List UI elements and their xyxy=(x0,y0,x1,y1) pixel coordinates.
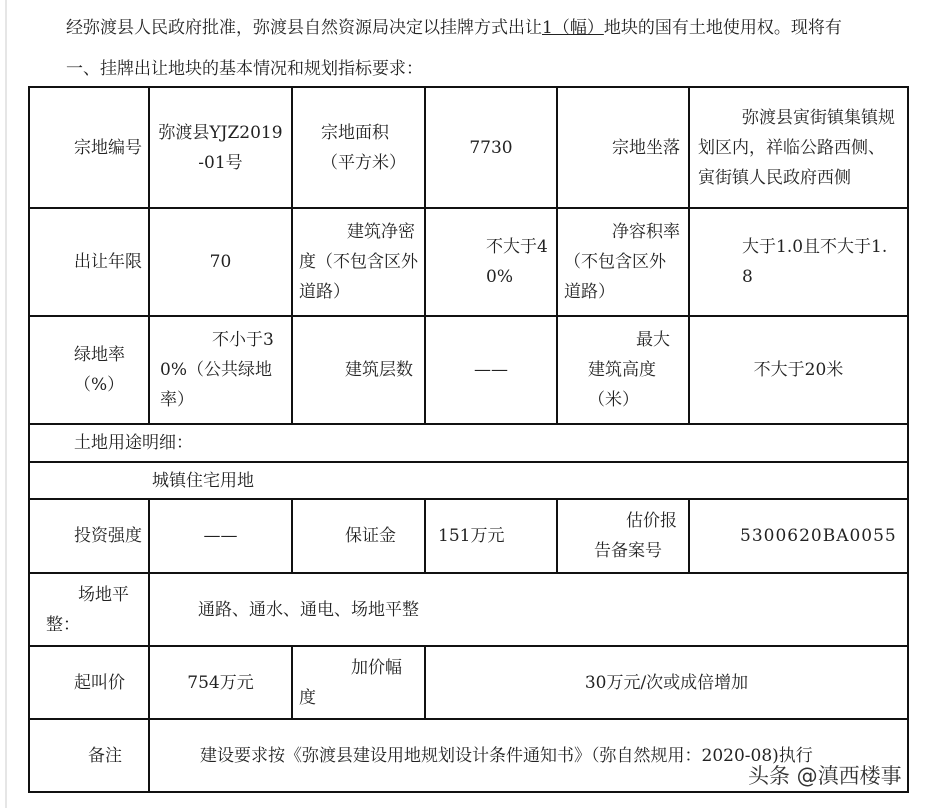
appraisal-label: 估价报告备案号 xyxy=(557,499,689,573)
density-label: 建筑净密度（不包含区外道路） xyxy=(292,208,425,316)
max-height-label: 最大建筑高度（米） xyxy=(557,316,689,424)
intro-underlined-count: 1（幅） xyxy=(542,18,604,38)
max-height-value: 不大于20米 xyxy=(689,316,908,424)
deposit-value: 151万元 xyxy=(425,499,557,573)
area-value: 7730 xyxy=(425,87,557,208)
location-label: 宗地坐落 xyxy=(557,87,689,208)
investment-value: —— xyxy=(149,499,292,573)
deposit-label: 保证金 xyxy=(292,499,425,573)
site-prep-value: 通路、通水、通电、场地平整 xyxy=(149,573,908,646)
green-ratio-label: 绿地率（%） xyxy=(29,316,149,424)
remarks-value: 建设要求按《弥渡县建设用地规划设计条件通知书》（弥自然规用：2020-08)执行 xyxy=(149,719,908,792)
floors-value: —— xyxy=(425,316,557,424)
density-value: 不大于40% xyxy=(425,208,557,316)
term-label: 出让年限 xyxy=(29,208,149,316)
investment-label: 投资强度 xyxy=(29,499,149,573)
start-price-value: 754万元 xyxy=(149,646,292,719)
parcel-no-value: 弥渡县YJZ2019-01号 xyxy=(149,87,292,208)
land-use-label: 土地用途明细： xyxy=(29,424,908,462)
table-row-indicators xyxy=(29,208,908,316)
start-price-label: 起叫价 xyxy=(29,646,149,719)
parcel-no-label: 宗地编号 xyxy=(29,87,149,208)
area-label: 宗地面积（平方米） xyxy=(292,87,425,208)
section-heading: 一、挂牌出让地块的基本情况和规划指标要求： xyxy=(66,59,423,79)
land-parcel-table xyxy=(28,86,909,793)
floors-label: 建筑层数 xyxy=(292,316,425,424)
term-value: 70 xyxy=(149,208,292,316)
intro-text-before: 经弥渡县人民政府批准，弥渡县自然资源局决定以挂牌方式出让 xyxy=(66,18,542,38)
remarks-label: 备注 xyxy=(29,719,149,792)
source-watermark: 头条 @滇西楼事 xyxy=(748,764,902,788)
intro-paragraph xyxy=(66,16,842,40)
table-row-price xyxy=(29,646,908,719)
table-row-basic xyxy=(29,87,908,208)
intro-text-after: 地块的国有土地使用权。现将有 xyxy=(603,18,842,38)
far-value: 大于1.0且不大于1.8 xyxy=(689,208,908,316)
table-row-land-use-label xyxy=(29,424,908,462)
site-prep-label: 场地平整： xyxy=(29,573,149,646)
far-label: 净容积率（不包含区外道路） xyxy=(557,208,689,316)
green-ratio-value: 不小于30%（公共绿地率） xyxy=(149,316,292,424)
land-use-value: 城镇住宅用地 xyxy=(29,462,908,499)
increment-value: 30万元/次或成倍增加 xyxy=(425,646,908,719)
left-margin-strip xyxy=(5,0,7,808)
increment-label: 加价幅度 xyxy=(292,646,425,719)
table-row-land-use-value xyxy=(29,462,908,499)
appraisal-no-value: 5300620BA0055 xyxy=(689,499,908,573)
location-value: 弥渡县寅街镇集镇规划区内，祥临公路西侧、寅街镇人民政府西侧 xyxy=(689,87,908,208)
table-row-site xyxy=(29,573,908,646)
table-row-finance xyxy=(29,499,908,573)
table-row-green xyxy=(29,316,908,424)
